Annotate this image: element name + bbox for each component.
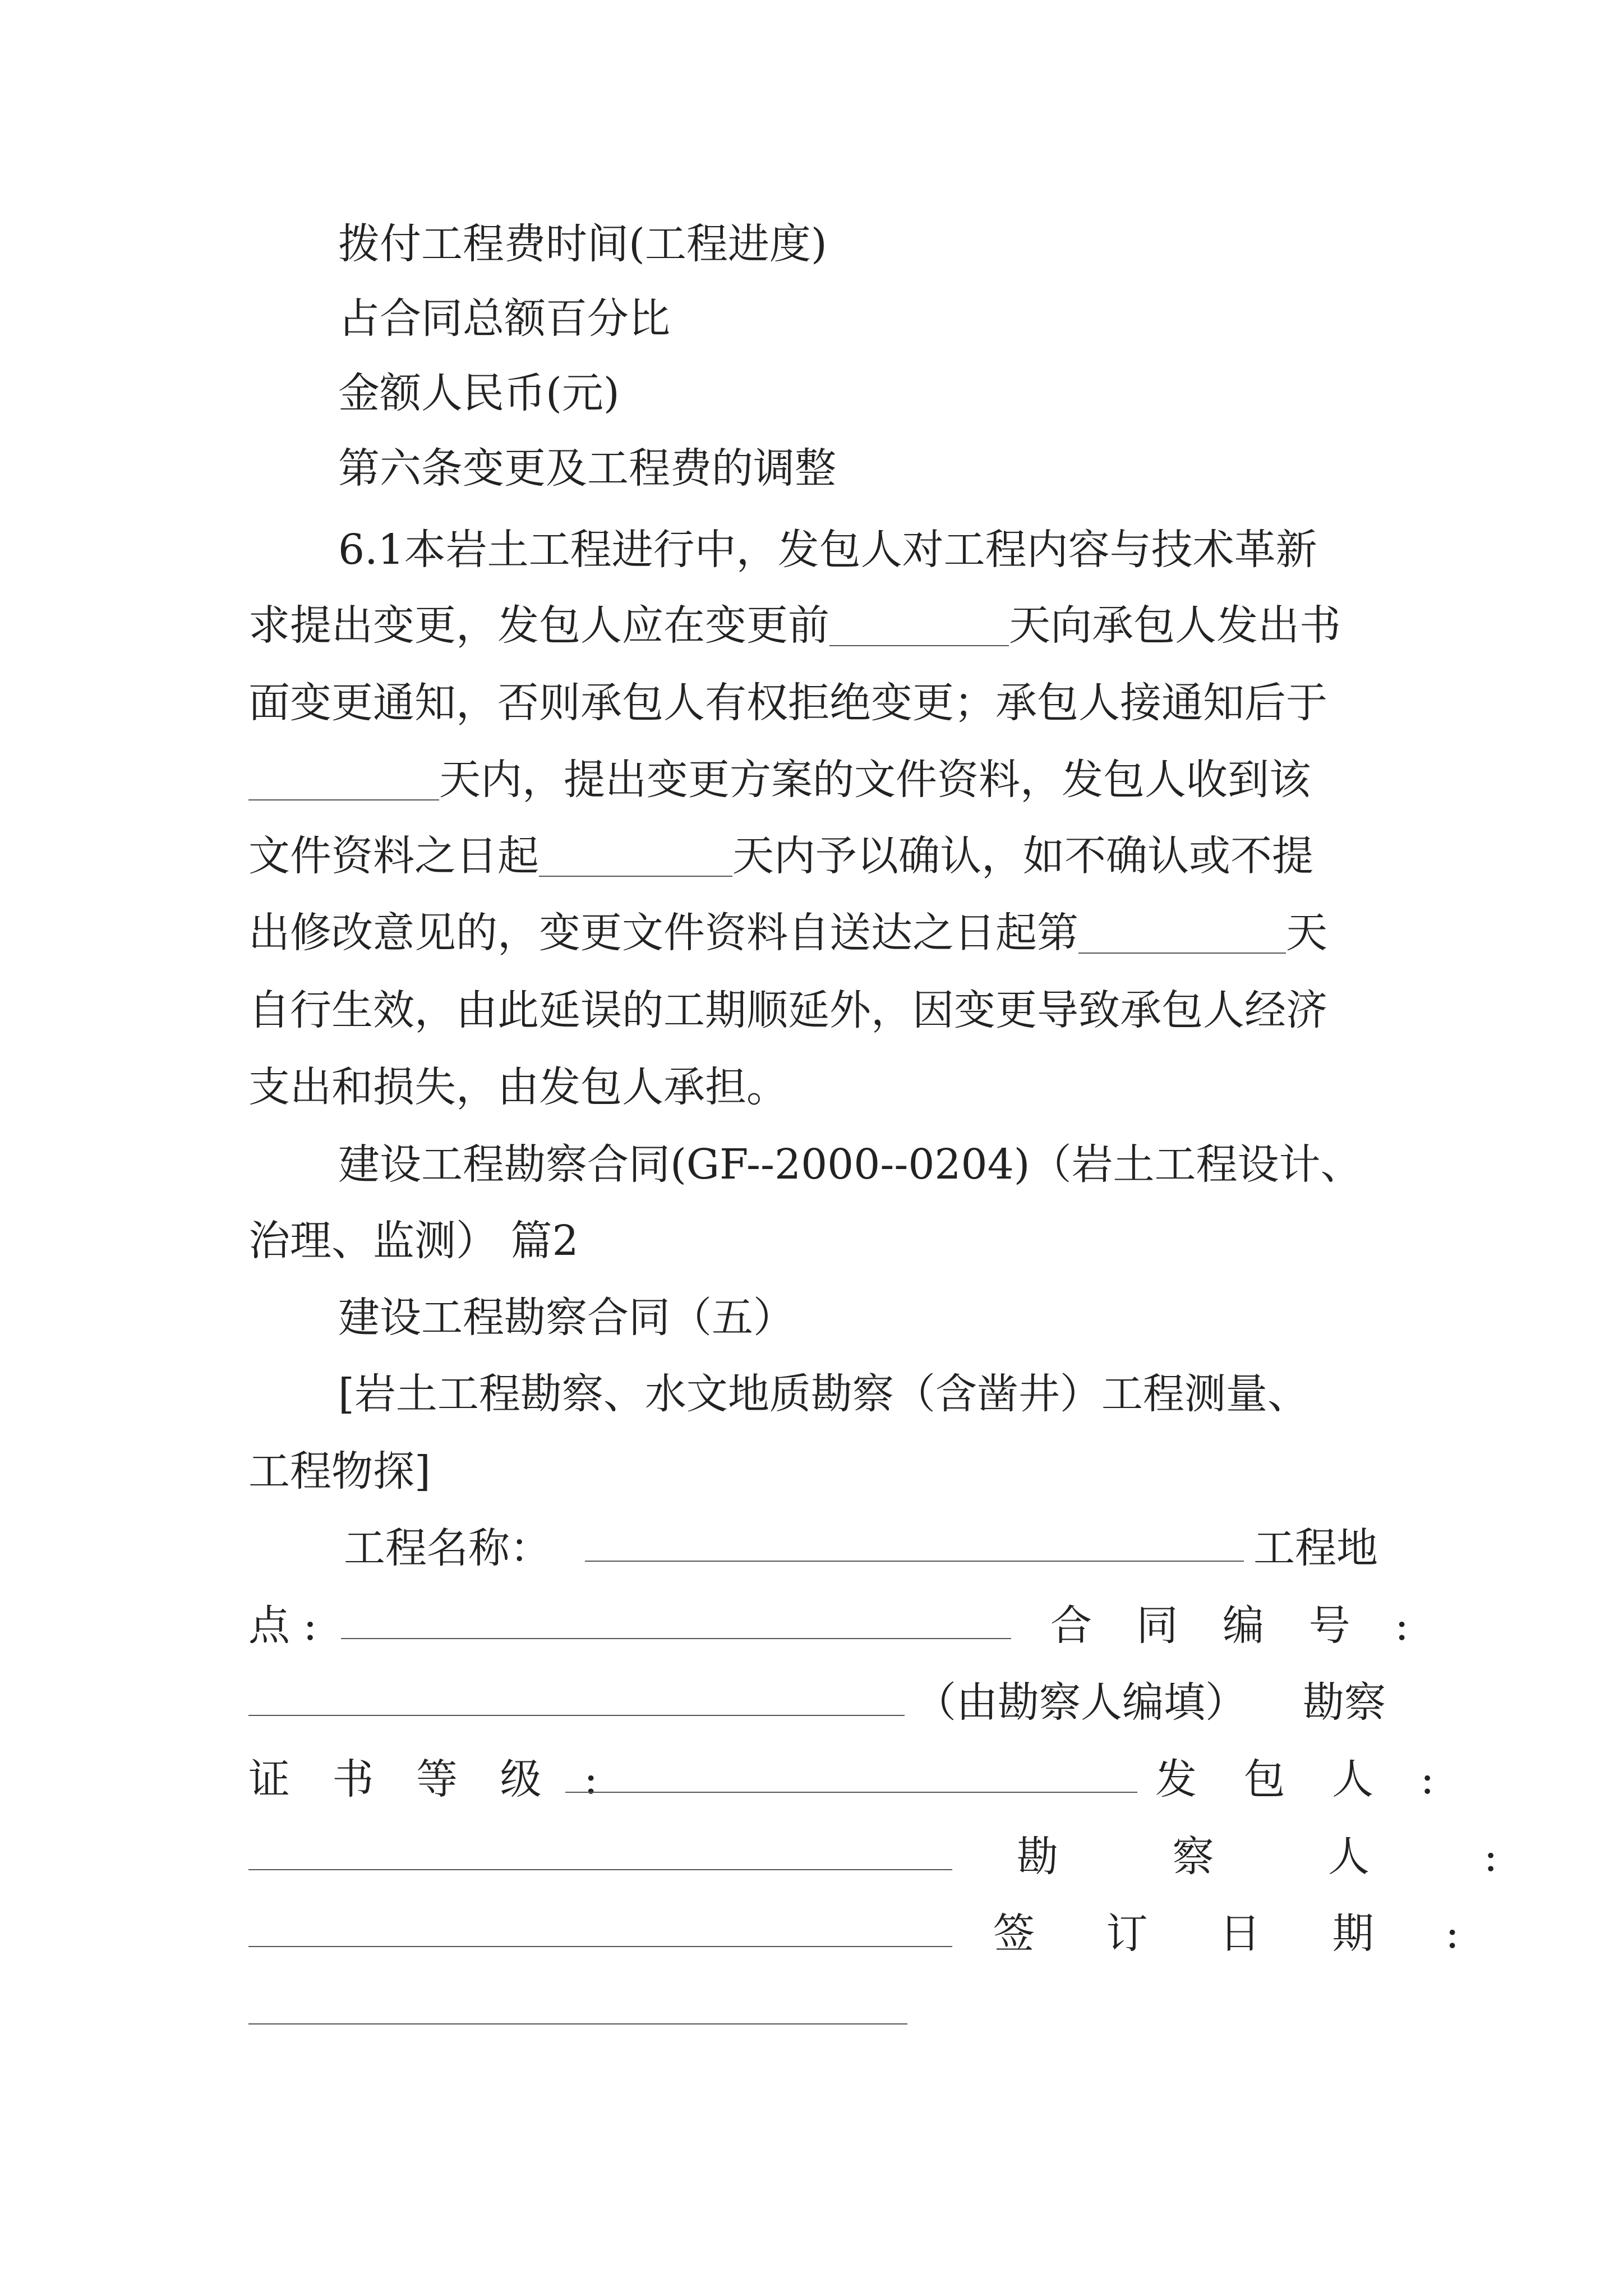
survey-cert-blank <box>565 1792 1137 1793</box>
clause-text: 天内，提出变更方案的文件资料，发包人收到该 <box>439 756 1311 804</box>
text-line <box>248 1284 1393 1351</box>
contract-no-note: （由勘察人编填） <box>915 1678 1247 1727</box>
text-line <box>248 516 1393 583</box>
fill-blank <box>248 766 439 800</box>
sign-date-label: 签 订 日 期 : <box>993 1910 1489 1958</box>
survey-cert-label: 勘察 <box>1303 1678 1386 1727</box>
clause-text: 天 <box>1286 909 1327 957</box>
text-line <box>248 822 1393 890</box>
payment-time-heading: 拨付工程费时间(工程进度) <box>338 220 827 268</box>
amount-heading: 金额人民币(元) <box>338 369 620 417</box>
form-row-cert <box>248 1746 1451 1813</box>
project-location-blank <box>341 1638 1011 1639</box>
contract-no-blank <box>248 1715 905 1716</box>
text-line <box>248 1438 1393 1505</box>
clause-text: 天内予以确认，如不确认或不提 <box>732 832 1313 880</box>
section-title: 治理、监测） 篇2 <box>248 1217 579 1265</box>
text-line <box>248 1053 1393 1121</box>
form-row-sign-date <box>248 1977 1393 2045</box>
project-name-label: 工程名称： <box>344 1524 551 1572</box>
fill-blank <box>1078 919 1286 954</box>
text-line <box>248 435 1393 502</box>
text-line <box>248 210 1393 278</box>
sign-date-blank <box>248 2023 907 2024</box>
project-name-blank <box>585 1561 1244 1562</box>
contract-title: 建设工程勘察合同（五） <box>338 1294 795 1342</box>
survey-cert-label-cont: 证 书 等 级 : <box>248 1755 613 1803</box>
form-row-employer <box>248 1823 1548 1890</box>
article-six-heading: 第六条变更及工程费的调整 <box>338 444 836 493</box>
clause-text: 天向承包人发出书 <box>1009 601 1341 650</box>
text-line <box>248 669 1393 737</box>
contract-scope: 工程物探] <box>248 1447 431 1496</box>
contract-scope: [岩土工程勘察、水文地质勘察（含凿井）工程测量、 <box>338 1370 1309 1418</box>
project-location-label-cont: 点 : <box>248 1602 317 1650</box>
clause-text: 面变更通知，否则承包人有权拒绝变更；承包人接通知后于 <box>248 679 1327 727</box>
clause-text: 求提出变更，发包人应在变更前 <box>248 601 829 650</box>
surveyor-label: 勘 察 人 : <box>1017 1833 1548 1881</box>
employer-label: 发 包 人 : <box>1155 1755 1451 1803</box>
clause-text: 自行生效，由此延误的工期顺延外，因变更导致承包人经济 <box>248 986 1327 1034</box>
text-line <box>248 592 1393 659</box>
fill-blank <box>829 611 1009 646</box>
form-row-contract-no <box>248 1669 1393 1736</box>
text-line <box>248 746 1393 813</box>
text-line <box>248 1360 1393 1428</box>
form-row-project-name <box>248 1515 1393 1582</box>
clause-text: 文件资料之日起 <box>248 832 539 880</box>
surveyor-blank <box>248 1946 952 1947</box>
text-line <box>248 360 1393 427</box>
clause-text: 6.1本岩土工程进行中，发包人对工程内容与技术革新 <box>338 526 1317 574</box>
form-row-surveyor <box>248 1900 1489 1967</box>
text-line <box>248 899 1393 967</box>
percentage-heading: 占合同总额百分比 <box>338 295 670 343</box>
fill-blank <box>539 842 732 877</box>
text-line <box>248 1131 1393 1198</box>
contract-no-label: 合 同 编 号 : <box>1050 1602 1425 1650</box>
text-line <box>248 1207 1393 1274</box>
employer-blank <box>248 1869 952 1870</box>
project-location-label: 工程地 <box>1253 1524 1378 1572</box>
section-title: 建设工程勘察合同(GF--2000--0204)（岩土工程设计、 <box>338 1140 1362 1189</box>
clause-text: 出修改意见的，变更文件资料自送达之日起第 <box>248 909 1078 957</box>
clause-text: 支出和损失，由发包人承担。 <box>248 1063 788 1111</box>
form-row-location <box>248 1592 1425 1659</box>
text-line <box>248 977 1393 1044</box>
text-line <box>248 285 1393 352</box>
